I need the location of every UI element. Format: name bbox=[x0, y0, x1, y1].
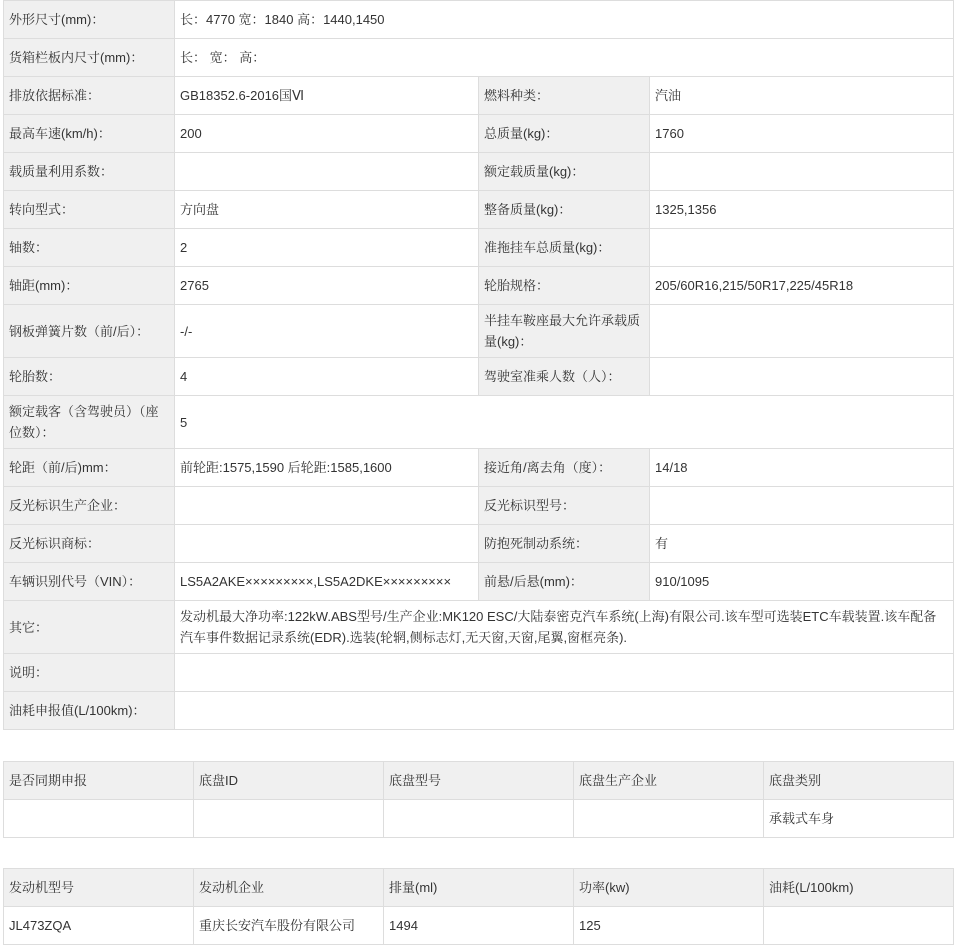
saddle-load-label: 半挂车鞍座最大允许承载质量(kg)： bbox=[479, 305, 650, 358]
spec-row-cargo-box bbox=[4, 39, 954, 77]
abs-label: 防抱死制动系统： bbox=[479, 525, 650, 563]
tire-count-value: 4 bbox=[175, 358, 479, 396]
wheelbase-value: 2765 bbox=[175, 267, 479, 305]
spec-row-reflector-brand bbox=[4, 525, 954, 563]
load-factor-value bbox=[175, 153, 479, 191]
tire-spec-value: 205/60R16,215/50R17,225/45R18 bbox=[650, 267, 954, 305]
axles-label: 轴数： bbox=[4, 229, 175, 267]
note-label: 说明： bbox=[4, 654, 175, 692]
spec-row-load-factor bbox=[4, 153, 954, 191]
engine-cell: 重庆长安汽车股份有限公司 bbox=[194, 907, 384, 945]
engine-header-row bbox=[4, 869, 954, 907]
dimensions-label: 外形尺寸(mm)： bbox=[4, 1, 175, 39]
spec-row-steering bbox=[4, 191, 954, 229]
chassis-cell: 承载式车身 bbox=[764, 800, 954, 838]
tire-spec-label: 轮胎规格： bbox=[479, 267, 650, 305]
vin-value: LS5A2AKE×××××××××,LS5A2DKE××××××××× bbox=[175, 563, 479, 601]
reflector-brand-label: 反光标识商标： bbox=[4, 525, 175, 563]
rated-load-value bbox=[650, 153, 954, 191]
max-speed-value: 200 bbox=[175, 115, 479, 153]
spec-row-axles bbox=[4, 229, 954, 267]
cargo-box-value: 长： 宽： 高： bbox=[175, 39, 954, 77]
total-mass-label: 总质量(kg)： bbox=[479, 115, 650, 153]
reflector-maker-label: 反光标识生产企业： bbox=[4, 487, 175, 525]
fuel-type-value: 汽油 bbox=[650, 77, 954, 115]
steering-value: 方向盘 bbox=[175, 191, 479, 229]
spec-row-wheelbase bbox=[4, 267, 954, 305]
axles-value: 2 bbox=[175, 229, 479, 267]
spec-row-emission bbox=[4, 77, 954, 115]
chassis-cell bbox=[4, 800, 194, 838]
reflector-brand-value bbox=[175, 525, 479, 563]
other-label: 其它： bbox=[4, 601, 175, 654]
track-value: 前轮距:1575,1590 后轮距:1585,1600 bbox=[175, 449, 479, 487]
chassis-table bbox=[3, 761, 954, 838]
chassis-header-cell: 底盘类别 bbox=[764, 762, 954, 800]
cargo-box-label: 货箱栏板内尺寸(mm)： bbox=[4, 39, 175, 77]
chassis-header-cell: 是否同期申报 bbox=[4, 762, 194, 800]
angles-value: 14/18 bbox=[650, 449, 954, 487]
leaf-springs-label: 钢板弹簧片数（前/后）： bbox=[4, 305, 175, 358]
reflector-maker-value bbox=[175, 487, 479, 525]
chassis-header-cell: 底盘型号 bbox=[384, 762, 574, 800]
fuel-type-label: 燃料种类： bbox=[479, 77, 650, 115]
load-factor-label: 载质量利用系数： bbox=[4, 153, 175, 191]
spec-row-dimensions bbox=[4, 1, 954, 39]
reflector-model-label: 反光标识型号： bbox=[479, 487, 650, 525]
wheelbase-label: 轴距(mm)： bbox=[4, 267, 175, 305]
vin-label: 车辆识别代号（VIN）： bbox=[4, 563, 175, 601]
spec-row-other bbox=[4, 601, 954, 654]
trailer-mass-label: 准拖挂车总质量(kg)： bbox=[479, 229, 650, 267]
chassis-cell bbox=[574, 800, 764, 838]
chassis-data-row bbox=[4, 800, 954, 838]
spec-row-track bbox=[4, 449, 954, 487]
dimensions-value: 长：4770 宽：1840 高：1440,1450 bbox=[175, 1, 954, 39]
cab-passengers-label: 驾驶室准乘人数（人）： bbox=[479, 358, 650, 396]
note-value bbox=[175, 654, 954, 692]
tire-count-label: 轮胎数： bbox=[4, 358, 175, 396]
engine-header-cell: 发动机型号 bbox=[4, 869, 194, 907]
cab-passengers-value bbox=[650, 358, 954, 396]
emission-label: 排放依据标准： bbox=[4, 77, 175, 115]
engine-cell: 125 bbox=[574, 907, 764, 945]
engine-header-cell: 发动机企业 bbox=[194, 869, 384, 907]
other-value: 发动机最大净功率:122kW.ABS型号/生产企业:MK120 ESC/大陆泰密克汽车系统(上海)有限公司.该车型可选装ETC车载装置.该车配备汽车事件数据记录系统(EDR).选装(轮辋,侧标志灯,无天窗,天窗,尾翼,窗框亮条). bbox=[175, 601, 954, 654]
rated-load-label: 额定载质量(kg)： bbox=[479, 153, 650, 191]
leaf-springs-value: -/- bbox=[175, 305, 479, 358]
overhang-label: 前悬/后悬(mm)： bbox=[479, 563, 650, 601]
curb-mass-label: 整备质量(kg)： bbox=[479, 191, 650, 229]
angles-label: 接近角/离去角（度）： bbox=[479, 449, 650, 487]
curb-mass-value: 1325,1356 bbox=[650, 191, 954, 229]
spec-row-note bbox=[4, 654, 954, 692]
engine-header-cell: 排量(ml) bbox=[384, 869, 574, 907]
fuel-consumption-label: 油耗申报值(L/100km)： bbox=[4, 692, 175, 730]
spec-row-fuel-consumption bbox=[4, 692, 954, 730]
max-speed-label: 最高车速(km/h)： bbox=[4, 115, 175, 153]
chassis-header-row bbox=[4, 762, 954, 800]
seats-value: 5 bbox=[175, 396, 954, 449]
chassis-header-cell: 底盘ID bbox=[194, 762, 384, 800]
abs-value: 有 bbox=[650, 525, 954, 563]
chassis-cell bbox=[384, 800, 574, 838]
engine-data-row bbox=[4, 907, 954, 945]
engine-header-cell: 油耗(L/100km) bbox=[764, 869, 954, 907]
trailer-mass-value bbox=[650, 229, 954, 267]
spec-row-tire-count bbox=[4, 358, 954, 396]
spec-row-vin bbox=[4, 563, 954, 601]
engine-cell: JL473ZQA bbox=[4, 907, 194, 945]
chassis-header-cell: 底盘生产企业 bbox=[574, 762, 764, 800]
engine-cell bbox=[764, 907, 954, 945]
chassis-cell bbox=[194, 800, 384, 838]
spec-row-seats bbox=[4, 396, 954, 449]
fuel-consumption-value bbox=[175, 692, 954, 730]
track-label: 轮距（前/后)mm： bbox=[4, 449, 175, 487]
spec-row-max-speed bbox=[4, 115, 954, 153]
vehicle-spec-table bbox=[3, 0, 954, 730]
spec-row-reflector-maker bbox=[4, 487, 954, 525]
engine-header-cell: 功率(kw) bbox=[574, 869, 764, 907]
spec-row-leaf-springs bbox=[4, 305, 954, 358]
total-mass-value: 1760 bbox=[650, 115, 954, 153]
overhang-value: 910/1095 bbox=[650, 563, 954, 601]
saddle-load-value bbox=[650, 305, 954, 358]
emission-value: GB18352.6-2016国Ⅵ bbox=[175, 77, 479, 115]
reflector-model-value bbox=[650, 487, 954, 525]
steering-label: 转向型式： bbox=[4, 191, 175, 229]
engine-cell: 1494 bbox=[384, 907, 574, 945]
engine-table bbox=[3, 868, 954, 945]
seats-label: 额定载客（含驾驶员）（座位数）： bbox=[4, 396, 175, 449]
